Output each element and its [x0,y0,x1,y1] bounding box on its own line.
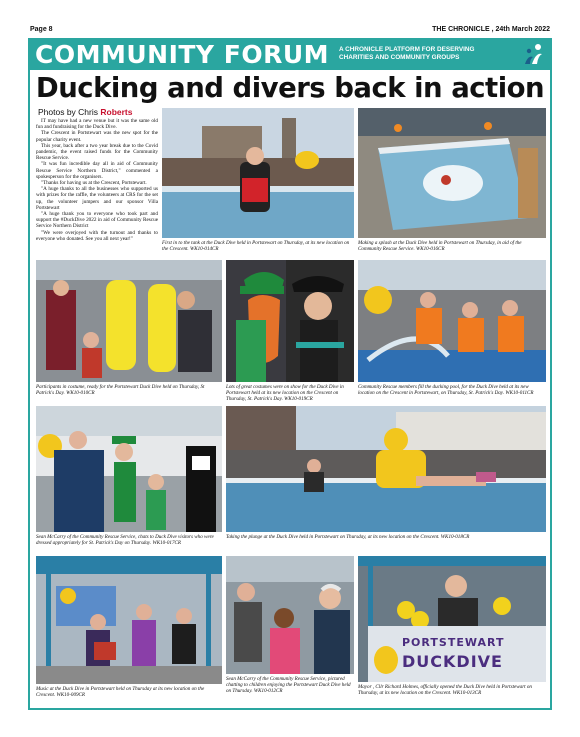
photo-sean-mccarry-children [226,556,354,674]
article-paragraph: This year, back after a two year break due to the Covid pandemic, the event raised funds for the Community Rescue Service. [36,142,158,162]
photo-sean-mccarry-chats [36,406,222,532]
photo-first-in-tank [162,108,354,238]
article-paragraph: "It was fun incredible day all in aid of Community Rescue Service Northern District," commented a spokesperson for the organisers. [36,161,158,180]
article-paragraph: The Crescent in Portstewart was the new spot for the popular charity event. [36,130,158,143]
article-paragraph: IT may have had a new venue but it was the same old fun and fundraising for the Duck Dive. [36,118,158,131]
photo-making-splash [358,108,546,238]
photo-taking-plunge [226,406,546,532]
article-body [36,118,158,258]
sign-duckdive: DUCKDIVE [402,652,503,671]
sign-portstewart: PORTSTEWART [402,636,505,649]
photo-community-rescue [358,260,546,382]
caption: Taking the plunge at the Duck Dive held in Portstewart on Thursday, at its new location on the Crescent. WK10-018CR [226,534,470,540]
caption: Lots of great costumes were on show for the Duck Dive in Portstewart held at its new location on the Crescent on Thursday, St. Patrick's Day. WK10-019CR [226,384,344,402]
section-title: COMMUNITY FORUM [35,39,329,69]
caption: Mayor , Cllr Richard Holmes, officially opened the Duck Dive held in Portstewart on Thursday, at its new location on the Crescent. WK10-013CR [358,684,532,696]
section-subtitle: A CHRONICLE PLATFORM FOR DESERVING CHARITIES AND COMMUNITY GROUPS [339,46,475,61]
article-paragraph: "A huge thank you to everyone who took part and support the #DuckDive 2022 in aid of Community Rescue Service Northern District [36,211,158,230]
photo-costumes [226,260,354,382]
byline: Photos by Chris Roberts [38,107,133,117]
people-logo-icon [522,42,546,66]
caption: Community Rescue members fill the ducking pool, for the Duck Dive held at its new location on the Crescent in Portstewart, on Thursday, St. Patrick's Day. WK10-011CR [358,384,534,396]
page-header [30,26,550,36]
photo-participants-costume [36,260,222,382]
photo-music [36,556,222,684]
caption: First in to the tank at the Duck Dive held in Portstewart on Thursday, at its new location on the Crescent. WK10-014CR [162,240,350,252]
photo-mayor-opening [358,556,546,682]
photographer-name: Roberts [100,107,133,117]
caption: Making a splash at the Duck Dive held in Portstewart on Thursday, in aid of the Community Rescue Service. WK10-016CR [358,240,522,252]
article-headline: Ducking and divers back in action [35,72,545,104]
article-paragraph: "We were overjoyed with the turnout and thanks to everyone who donated. See you all next year!" [36,229,158,242]
caption: Sean McCarry of the Community Rescue Service, chats to Duck Dive visitors who were dressed appropriately for St. Patrick's Day on Thursday. WK10-017CR [36,534,214,546]
page-number: Page 8 [30,26,53,33]
article-paragraph: "Thanks for having us at the Crescent, Portstewart. [41,180,147,187]
caption: Participants in costume, ready for the Portstewart Duck Dive held on Thursday, St Patrick's Day. WK10-010CR [36,384,205,396]
caption: Sean McCarry of the Community Rescue Service, pictured chatting to children enjoying the Portstewart Duck Dive held on Thursday. WK10-012CR [226,676,351,694]
section-banner [28,38,552,70]
caption: Music at the Duck Dive in Portstewart held on Thursday at its new location on the Crescent. WK10-009CR [36,686,205,698]
publication-date: THE CHRONICLE , 24th March 2022 [432,26,550,33]
article-paragraph: "A huge thanks to all the businesses who supported us with prizes for the raffle, the volunteers at CRS for the set up, the volunteer jumpers and our sponsor Villa Portstewart [36,186,158,211]
